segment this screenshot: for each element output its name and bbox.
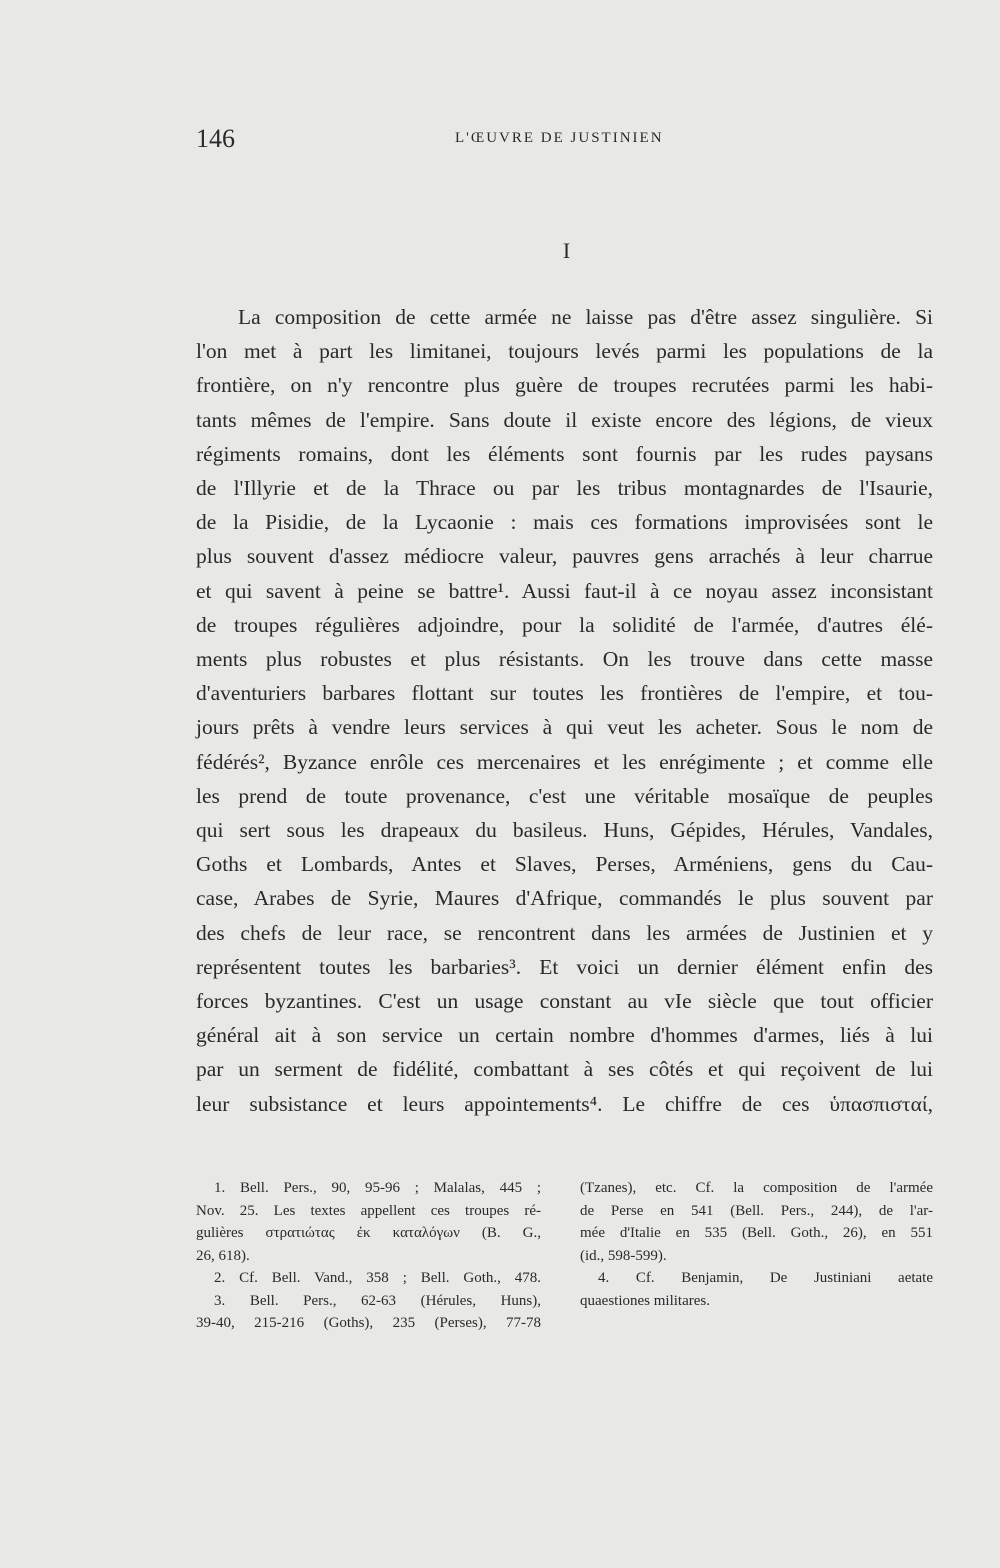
body-line: et qui savent à peine se battre¹. Aussi faut-il à ce noyau assez inconsistant bbox=[196, 578, 933, 603]
footnote-line: 3. Bell. Pers., 62-63 (Hérules, Huns), bbox=[214, 1292, 541, 1309]
body-line: de l'Illyrie et de la Thrace ou par les tribus montagnardes de l'Isaurie, bbox=[196, 476, 933, 501]
body-line: de la Pisidie, de la Lycaonie : mais ces formations improvisées sont le bbox=[196, 510, 933, 535]
footnote-line: 39-40, 215-216 (Goths), 235 (Perses), 77-78 bbox=[196, 1315, 541, 1331]
footnotes-left bbox=[196, 1177, 541, 1335]
body-line: leur subsistance et leurs appointements⁴. Le chiffre de ces ὑπασπισταί, bbox=[196, 1091, 933, 1116]
body-line: général ait à son service un certain nombre d'hommes d'armes, liés à lui bbox=[196, 1023, 933, 1048]
body-line: l'on met à part les limitanei, toujours levés parmi les populations de la bbox=[196, 339, 933, 364]
footnote-line: gulières στρατιώτας ἐκ καταλόγων (B. G., bbox=[196, 1225, 541, 1241]
body-line: les prend de toute provenance, c'est une véritable mosaïque de peuples bbox=[196, 783, 933, 808]
body-line: par un serment de fidélité, combattant à ses côtés et qui reçoivent de lui bbox=[196, 1057, 933, 1082]
footnote-line: 4. Cf. Benjamin, De Justiniani aetate bbox=[598, 1270, 933, 1286]
footnote-line: mée d'Italie en 535 (Bell. Goth., 26), en 551 bbox=[580, 1225, 933, 1241]
footnote-line: quaestiones militares. bbox=[580, 1292, 710, 1309]
body-line: forces byzantines. C'est un usage constant au vIe siècle que tout officier bbox=[196, 989, 933, 1014]
body-line: régiments romains, dont les éléments sont fournis par les rudes paysans bbox=[196, 441, 933, 466]
footnote-line: 1. Bell. Pers., 90, 95-96 ; Malalas, 445 ; bbox=[214, 1180, 541, 1196]
page-number: 146 bbox=[196, 124, 235, 153]
footnote-line: de Perse en 541 (Bell. Pers., 244), de l'ar- bbox=[580, 1202, 933, 1219]
body-line: jours prêts à vendre leurs services à qui veut les acheter. Sous le nom de bbox=[196, 715, 933, 740]
body-line: d'aventuriers barbares flottant sur toutes les frontières de l'empire, et tou- bbox=[196, 681, 933, 706]
body-line: La composition de cette armée ne laisse pas d'être assez singulière. Si bbox=[238, 305, 933, 329]
body-text bbox=[196, 300, 933, 1121]
footnote-line: (Tzanes), etc. Cf. la composition de l'armée bbox=[580, 1180, 933, 1196]
body-line: ments plus robustes et plus résistants. On les trouve dans cette masse bbox=[196, 647, 933, 672]
footnote-line: Nov. 25. Les textes appellent ces troupes ré- bbox=[196, 1202, 541, 1219]
footnote-line: (id., 598-599). bbox=[580, 1247, 667, 1264]
body-line: frontière, on n'y rencontre plus guère de troupes recrutées parmi les habi- bbox=[196, 373, 933, 398]
body-line: Goths et Lombards, Antes et Slaves, Perses, Arméniens, gens du Cau- bbox=[196, 852, 933, 877]
body-line: fédérés², Byzance enrôle ces mercenaires et les enrégimente ; et comme elle bbox=[196, 749, 933, 774]
footnote-line: 26, 618). bbox=[196, 1247, 250, 1264]
body-line: de troupes régulières adjoindre, pour la solidité de l'armée, d'autres élé- bbox=[196, 612, 933, 637]
body-line: plus souvent d'assez médiocre valeur, pauvres gens arrachés à leur charrue bbox=[196, 544, 933, 569]
section-number: I bbox=[562, 238, 571, 263]
body-line: qui sert sous les drapeaux du basileus. Huns, Gépides, Hérules, Vandales, bbox=[196, 818, 933, 843]
body-line: case, Arabes de Syrie, Maures d'Afrique, commandés le plus souvent par bbox=[196, 886, 933, 911]
body-line: représentent toutes les barbaries³. Et voici un dernier élément enfin des bbox=[196, 954, 933, 979]
body-line: tants mêmes de l'empire. Sans doute il existe encore des légions, de vieux bbox=[196, 407, 933, 432]
footnote-line: 2. Cf. Bell. Vand., 358 ; Bell. Goth., 478. bbox=[214, 1270, 541, 1286]
footnotes-right bbox=[580, 1177, 933, 1312]
body-line: des chefs de leur race, se rencontrent dans les armées de Justinien et y bbox=[196, 920, 933, 945]
running-title: L'ŒUVRE DE JUSTINIEN bbox=[455, 130, 664, 146]
